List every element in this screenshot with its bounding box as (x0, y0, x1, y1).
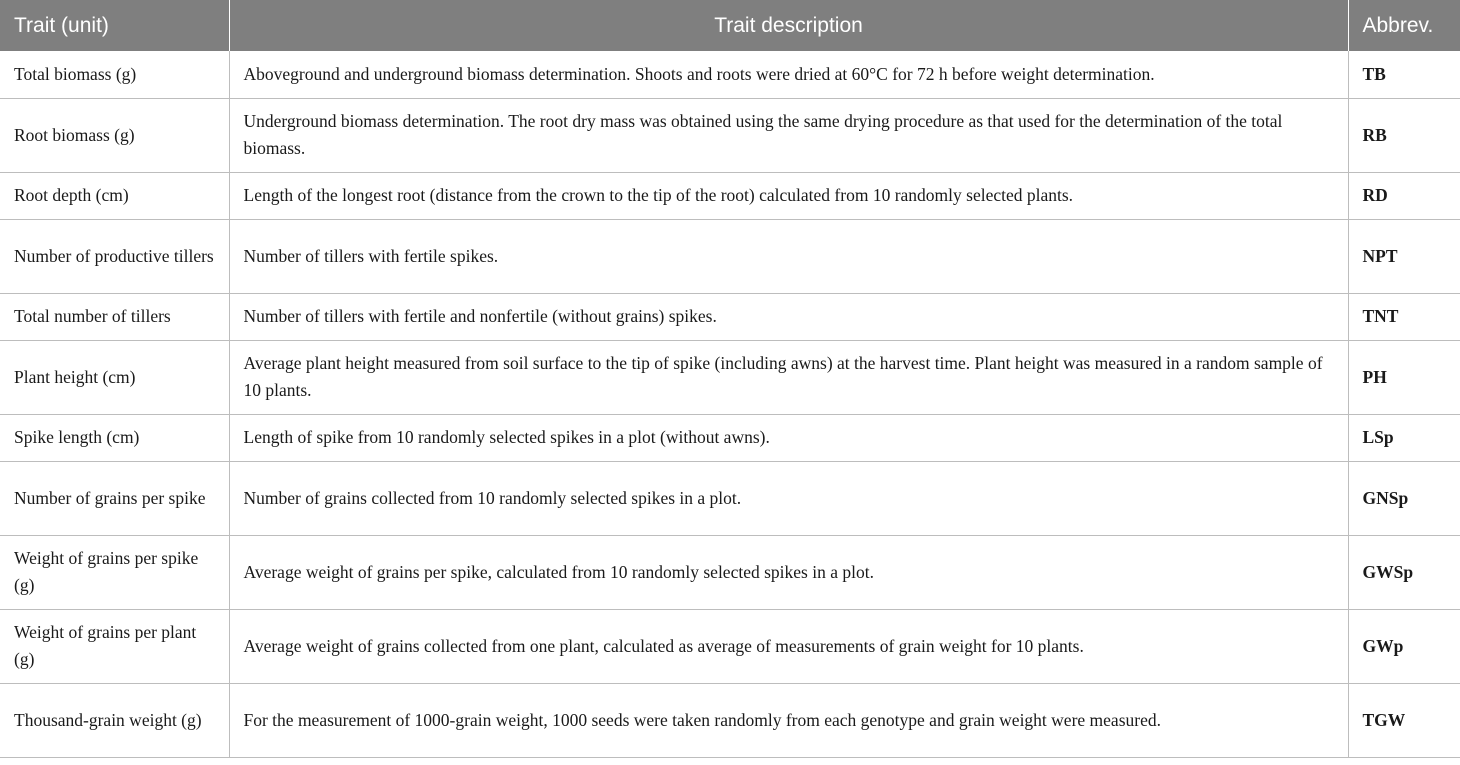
abbrev-cell: TB (1348, 51, 1460, 98)
trait-cell: Total number of tillers (0, 293, 229, 340)
trait-cell: Number of productive tillers (0, 219, 229, 293)
table-row (0, 683, 1460, 757)
abbrev-cell: RB (1348, 98, 1460, 172)
description-cell: Number of grains collected from 10 randomly selected spikes in a plot. (229, 461, 1348, 535)
table-row (0, 219, 1460, 293)
description-cell: Average plant height measured from soil surface to the tip of spike (including awns) at the harvest time. Plant height was measured in a random sample of 10 plants. (229, 340, 1348, 414)
trait-cell: Spike length (cm) (0, 414, 229, 461)
abbrev-cell: PH (1348, 340, 1460, 414)
abbrev-cell: TGW (1348, 683, 1460, 757)
table-row (0, 293, 1460, 340)
table-row (0, 414, 1460, 461)
table-body (0, 51, 1460, 757)
header-abbrev: Abbrev. (1348, 0, 1460, 51)
table-row (0, 98, 1460, 172)
abbrev-cell: TNT (1348, 293, 1460, 340)
table-row (0, 535, 1460, 609)
description-cell: Length of spike from 10 randomly selected spikes in a plot (without awns). (229, 414, 1348, 461)
abbrev-cell: GWSp (1348, 535, 1460, 609)
table-row (0, 172, 1460, 219)
description-cell: Number of tillers with fertile spikes. (229, 219, 1348, 293)
trait-cell: Total biomass (g) (0, 51, 229, 98)
table-row (0, 340, 1460, 414)
table-row (0, 609, 1460, 683)
header-description: Trait description (229, 0, 1348, 51)
trait-cell: Thousand-grain weight (g) (0, 683, 229, 757)
description-cell: Number of tillers with fertile and nonfertile (without grains) spikes. (229, 293, 1348, 340)
description-cell: Aboveground and underground biomass determination. Shoots and roots were dried at 60°C for 72 h before weight determination. (229, 51, 1348, 98)
table-row (0, 461, 1460, 535)
trait-cell: Number of grains per spike (0, 461, 229, 535)
abbrev-cell: RD (1348, 172, 1460, 219)
header-row (0, 0, 1460, 51)
abbrev-cell: GNSp (1348, 461, 1460, 535)
description-cell: Underground biomass determination. The root dry mass was obtained using the same drying procedure as that used for the determination of the total biomass. (229, 98, 1348, 172)
trait-cell: Root biomass (g) (0, 98, 229, 172)
description-cell: Average weight of grains per spike, calculated from 10 randomly selected spikes in a plot. (229, 535, 1348, 609)
description-cell: Length of the longest root (distance from the crown to the tip of the root) calculated from 10 randomly selected plants. (229, 172, 1348, 219)
abbrev-cell: LSp (1348, 414, 1460, 461)
trait-cell: Plant height (cm) (0, 340, 229, 414)
header-trait: Trait (unit) (0, 0, 229, 51)
trait-cell: Weight of grains per spike (g) (0, 535, 229, 609)
trait-cell: Root depth (cm) (0, 172, 229, 219)
description-cell: Average weight of grains collected from one plant, calculated as average of measurements of grain weight for 10 plants. (229, 609, 1348, 683)
abbrev-cell: NPT (1348, 219, 1460, 293)
table-header (0, 0, 1460, 51)
trait-cell: Weight of grains per plant (g) (0, 609, 229, 683)
table-row (0, 51, 1460, 98)
description-cell: For the measurement of 1000-grain weight, 1000 seeds were taken randomly from each genotype and grain weight were measured. (229, 683, 1348, 757)
abbrev-cell: GWp (1348, 609, 1460, 683)
